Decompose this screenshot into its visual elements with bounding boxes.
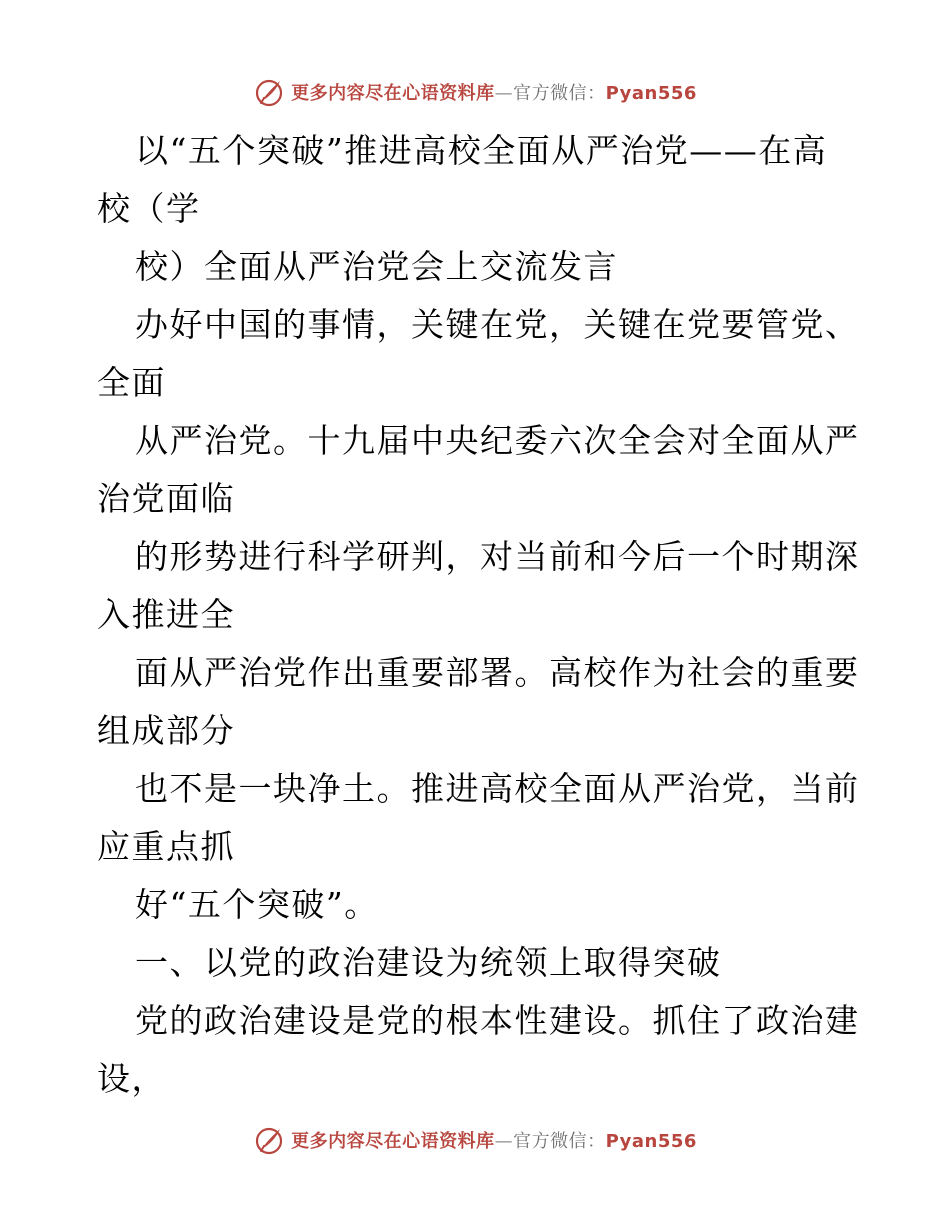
watermark-main-text: 更多内容尽在心语资料库 — [291, 1131, 495, 1152]
document-line: 入推进全 — [97, 595, 235, 634]
document-line: 面从严治党作出重要部署。高校作为社会的重要 — [135, 653, 860, 692]
document-line: 办好中国的事情，关键在党，关键在党要管党、 — [135, 305, 860, 344]
document-line: 党的政治建设是党的根本性建设。抓住了政治建 — [135, 1001, 860, 1040]
watermark-separator: — — [494, 83, 514, 104]
document-line: 的形势进行科学研判，对当前和今后一个时期深 — [135, 537, 860, 576]
document-body — [97, 122, 860, 1108]
document-line: 一、以党的政治建设为统领上取得突破 — [135, 943, 722, 982]
document-line: 也不是一块净土。推进高校全面从严治党，当前 — [135, 769, 860, 808]
document-line: 校）全面从严治党会上交流发言 — [135, 247, 618, 286]
document-line: 全面 — [97, 363, 166, 402]
feather-pen-logo-icon — [253, 1124, 285, 1156]
feather-pen-logo-icon — [253, 76, 285, 108]
document-line: 以“五个突破”推进高校全面从严治党——在高 — [135, 131, 828, 170]
footer-watermark-banner — [0, 1120, 950, 1160]
watermark-main-text: 更多内容尽在心语资料库 — [291, 83, 495, 104]
header-watermark-banner — [0, 72, 950, 112]
watermark-account: Pyan556 — [605, 83, 697, 104]
watermark-official-label: 官方微信： — [513, 83, 606, 104]
document-line: 校（学 — [97, 189, 201, 228]
document-line: 组成部分 — [97, 711, 235, 750]
document-line: 治党面临 — [97, 479, 235, 518]
document-line: 从严治党。十九届中央纪委六次全会对全面从严 — [135, 421, 860, 460]
document-line: 设， — [97, 1059, 166, 1098]
document-line: 好“五个突破”。 — [135, 885, 379, 924]
watermark-separator: — — [494, 1131, 514, 1152]
document-line: 应重点抓 — [97, 827, 235, 866]
watermark-account: Pyan556 — [605, 1131, 697, 1152]
watermark-official-label: 官方微信： — [513, 1131, 606, 1152]
watermark-text — [291, 1127, 697, 1153]
watermark-text — [291, 79, 697, 105]
